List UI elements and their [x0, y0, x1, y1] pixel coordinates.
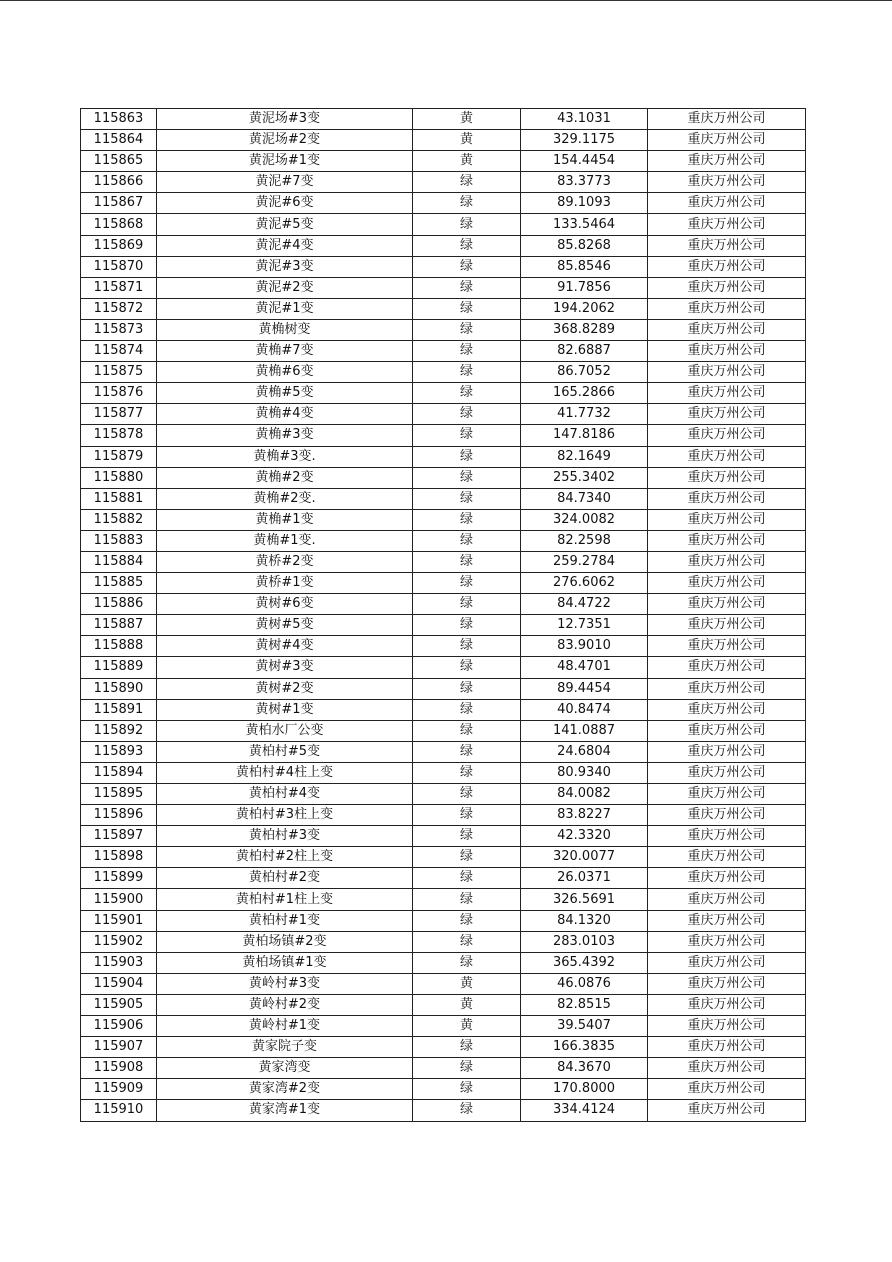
cell-id: 115899 — [81, 868, 157, 889]
cell-status-color: 绿 — [413, 636, 521, 657]
cell-status-color: 绿 — [413, 847, 521, 868]
cell-value: 85.8546 — [521, 256, 648, 277]
table-row — [81, 467, 806, 488]
cell-id: 115893 — [81, 741, 157, 762]
table-row — [81, 868, 806, 889]
cell-transformer-name: 黄桷#2变 — [157, 467, 413, 488]
cell-company: 重庆万州公司 — [648, 404, 806, 425]
cell-status-color: 绿 — [413, 446, 521, 467]
cell-transformer-name: 黄柏村#2柱上变 — [157, 847, 413, 868]
cell-transformer-name: 黄家湾#1变 — [157, 1100, 413, 1121]
cell-transformer-name: 黄柏村#4柱上变 — [157, 762, 413, 783]
cell-status-color: 绿 — [413, 530, 521, 551]
cell-value: 326.5691 — [521, 889, 648, 910]
cell-id: 115887 — [81, 615, 157, 636]
cell-id: 115889 — [81, 657, 157, 678]
cell-id: 115890 — [81, 678, 157, 699]
cell-company: 重庆万州公司 — [648, 551, 806, 572]
cell-value: 84.7340 — [521, 488, 648, 509]
cell-company: 重庆万州公司 — [648, 741, 806, 762]
cell-id: 115900 — [81, 889, 157, 910]
cell-value: 82.6887 — [521, 341, 648, 362]
table-row — [81, 784, 806, 805]
cell-company: 重庆万州公司 — [648, 762, 806, 783]
cell-status-color: 绿 — [413, 488, 521, 509]
cell-id: 115894 — [81, 762, 157, 783]
table-row — [81, 404, 806, 425]
cell-value: 166.3835 — [521, 1037, 648, 1058]
cell-value: 334.4124 — [521, 1100, 648, 1121]
cell-status-color: 绿 — [413, 615, 521, 636]
table-row — [81, 994, 806, 1015]
cell-transformer-name: 黄树#5变 — [157, 615, 413, 636]
cell-value: 46.0876 — [521, 973, 648, 994]
cell-status-color: 黄 — [413, 130, 521, 151]
cell-id: 115892 — [81, 720, 157, 741]
cell-status-color: 绿 — [413, 467, 521, 488]
cell-transformer-name: 黄树#6变 — [157, 594, 413, 615]
table-row — [81, 615, 806, 636]
cell-transformer-name: 黄泥#3变 — [157, 256, 413, 277]
cell-transformer-name: 黄柏村#2变 — [157, 868, 413, 889]
table-row — [81, 1079, 806, 1100]
table-body — [81, 109, 806, 1122]
cell-status-color: 绿 — [413, 319, 521, 340]
cell-transformer-name: 黄桷#1变 — [157, 509, 413, 530]
cell-transformer-name: 黄柏场镇#1变 — [157, 952, 413, 973]
cell-status-color: 绿 — [413, 805, 521, 826]
cell-value: 133.5464 — [521, 214, 648, 235]
cell-status-color: 绿 — [413, 383, 521, 404]
cell-id: 115885 — [81, 573, 157, 594]
cell-company: 重庆万州公司 — [648, 1100, 806, 1121]
table-row — [81, 699, 806, 720]
cell-company: 重庆万州公司 — [648, 973, 806, 994]
cell-company: 重庆万州公司 — [648, 446, 806, 467]
cell-status-color: 黄 — [413, 994, 521, 1015]
cell-status-color: 绿 — [413, 931, 521, 952]
cell-value: 259.2784 — [521, 551, 648, 572]
table-row — [81, 889, 806, 910]
cell-transformer-name: 黄泥#6变 — [157, 193, 413, 214]
cell-company: 重庆万州公司 — [648, 594, 806, 615]
cell-company: 重庆万州公司 — [648, 172, 806, 193]
table-row — [81, 678, 806, 699]
cell-status-color: 绿 — [413, 1100, 521, 1121]
cell-value: 82.2598 — [521, 530, 648, 551]
cell-transformer-name: 黄柏村#1柱上变 — [157, 889, 413, 910]
table-row — [81, 657, 806, 678]
cell-transformer-name: 黄柏村#4变 — [157, 784, 413, 805]
cell-id: 115866 — [81, 172, 157, 193]
cell-id: 115906 — [81, 1016, 157, 1037]
cell-company: 重庆万州公司 — [648, 1058, 806, 1079]
cell-id: 115898 — [81, 847, 157, 868]
table-row — [81, 130, 806, 151]
cell-transformer-name: 黄桷#6变 — [157, 362, 413, 383]
cell-company: 重庆万州公司 — [648, 341, 806, 362]
table-row — [81, 214, 806, 235]
table-row — [81, 1037, 806, 1058]
table-row — [81, 1016, 806, 1037]
cell-value: 84.4722 — [521, 594, 648, 615]
cell-transformer-name: 黄柏村#3柱上变 — [157, 805, 413, 826]
cell-transformer-name: 黄岭村#3变 — [157, 973, 413, 994]
cell-id: 115881 — [81, 488, 157, 509]
cell-value: 91.7856 — [521, 277, 648, 298]
cell-status-color: 绿 — [413, 952, 521, 973]
cell-company: 重庆万州公司 — [648, 657, 806, 678]
cell-value: 165.2866 — [521, 383, 648, 404]
table-row — [81, 341, 806, 362]
table-row — [81, 446, 806, 467]
cell-company: 重庆万州公司 — [648, 889, 806, 910]
cell-transformer-name: 黄树#2变 — [157, 678, 413, 699]
cell-transformer-name: 黄泥#4变 — [157, 235, 413, 256]
cell-status-color: 绿 — [413, 551, 521, 572]
cell-value: 48.4701 — [521, 657, 648, 678]
table-row — [81, 973, 806, 994]
cell-status-color: 绿 — [413, 741, 521, 762]
cell-id: 115868 — [81, 214, 157, 235]
cell-transformer-name: 黄桷#3变. — [157, 446, 413, 467]
cell-value: 83.3773 — [521, 172, 648, 193]
table-row — [81, 277, 806, 298]
cell-id: 115904 — [81, 973, 157, 994]
cell-id: 115903 — [81, 952, 157, 973]
cell-value: 42.3320 — [521, 826, 648, 847]
cell-company: 重庆万州公司 — [648, 636, 806, 657]
cell-id: 115888 — [81, 636, 157, 657]
cell-company: 重庆万州公司 — [648, 805, 806, 826]
cell-status-color: 绿 — [413, 235, 521, 256]
cell-status-color: 绿 — [413, 784, 521, 805]
table-row — [81, 151, 806, 172]
cell-company: 重庆万州公司 — [648, 277, 806, 298]
cell-status-color: 绿 — [413, 1037, 521, 1058]
cell-value: 89.4454 — [521, 678, 648, 699]
table-row — [81, 636, 806, 657]
cell-id: 115897 — [81, 826, 157, 847]
cell-id: 115864 — [81, 130, 157, 151]
cell-company: 重庆万州公司 — [648, 910, 806, 931]
cell-id: 115907 — [81, 1037, 157, 1058]
table-row — [81, 1100, 806, 1121]
cell-status-color: 绿 — [413, 910, 521, 931]
cell-id: 115905 — [81, 994, 157, 1015]
cell-transformer-name: 黄树#3变 — [157, 657, 413, 678]
cell-value: 255.3402 — [521, 467, 648, 488]
cell-transformer-name: 黄桷#4变 — [157, 404, 413, 425]
cell-value: 40.8474 — [521, 699, 648, 720]
table-row — [81, 762, 806, 783]
cell-value: 141.0887 — [521, 720, 648, 741]
cell-value: 12.7351 — [521, 615, 648, 636]
cell-transformer-name: 黄岭村#2变 — [157, 994, 413, 1015]
cell-company: 重庆万州公司 — [648, 678, 806, 699]
cell-company: 重庆万州公司 — [648, 214, 806, 235]
cell-id: 115879 — [81, 446, 157, 467]
cell-id: 115895 — [81, 784, 157, 805]
cell-status-color: 绿 — [413, 678, 521, 699]
cell-id: 115873 — [81, 319, 157, 340]
cell-transformer-name: 黄柏水厂公变 — [157, 720, 413, 741]
table-row — [81, 573, 806, 594]
cell-transformer-name: 黄家湾变 — [157, 1058, 413, 1079]
table-row — [81, 741, 806, 762]
cell-value: 194.2062 — [521, 298, 648, 319]
cell-value: 85.8268 — [521, 235, 648, 256]
cell-value: 368.8289 — [521, 319, 648, 340]
cell-value: 154.4454 — [521, 151, 648, 172]
cell-status-color: 绿 — [413, 256, 521, 277]
cell-id: 115867 — [81, 193, 157, 214]
cell-id: 115880 — [81, 467, 157, 488]
table-row — [81, 847, 806, 868]
cell-value: 365.4392 — [521, 952, 648, 973]
cell-transformer-name: 黄桥#1变 — [157, 573, 413, 594]
cell-company: 重庆万州公司 — [648, 847, 806, 868]
cell-status-color: 绿 — [413, 277, 521, 298]
cell-transformer-name: 黄泥#5变 — [157, 214, 413, 235]
cell-id: 115865 — [81, 151, 157, 172]
table-row — [81, 509, 806, 530]
cell-id: 115901 — [81, 910, 157, 931]
cell-value: 82.8515 — [521, 994, 648, 1015]
cell-value: 329.1175 — [521, 130, 648, 151]
cell-transformer-name: 黄桷#7变 — [157, 341, 413, 362]
cell-id: 115872 — [81, 298, 157, 319]
cell-status-color: 黄 — [413, 1016, 521, 1037]
cell-company: 重庆万州公司 — [648, 109, 806, 130]
cell-id: 115863 — [81, 109, 157, 130]
cell-id: 115883 — [81, 530, 157, 551]
table-row — [81, 383, 806, 404]
table-row — [81, 530, 806, 551]
table-row — [81, 1058, 806, 1079]
cell-company: 重庆万州公司 — [648, 931, 806, 952]
cell-transformer-name: 黄柏村#3变 — [157, 826, 413, 847]
cell-status-color: 绿 — [413, 172, 521, 193]
table-row — [81, 952, 806, 973]
cell-company: 重庆万州公司 — [648, 298, 806, 319]
cell-id: 115869 — [81, 235, 157, 256]
cell-status-color: 绿 — [413, 826, 521, 847]
transformer-table — [80, 108, 806, 1122]
cell-value: 147.8186 — [521, 425, 648, 446]
cell-value: 89.1093 — [521, 193, 648, 214]
cell-id: 115886 — [81, 594, 157, 615]
cell-value: 170.8000 — [521, 1079, 648, 1100]
table-row — [81, 319, 806, 340]
cell-id: 115876 — [81, 383, 157, 404]
cell-id: 115882 — [81, 509, 157, 530]
cell-id: 115910 — [81, 1100, 157, 1121]
table-row — [81, 910, 806, 931]
cell-transformer-name: 黄泥#1变 — [157, 298, 413, 319]
cell-id: 115874 — [81, 341, 157, 362]
cell-value: 320.0077 — [521, 847, 648, 868]
cell-company: 重庆万州公司 — [648, 193, 806, 214]
cell-status-color: 绿 — [413, 193, 521, 214]
cell-company: 重庆万州公司 — [648, 952, 806, 973]
cell-id: 115871 — [81, 277, 157, 298]
cell-transformer-name: 黄岭村#1变 — [157, 1016, 413, 1037]
cell-company: 重庆万州公司 — [648, 615, 806, 636]
cell-transformer-name: 黄泥#2变 — [157, 277, 413, 298]
cell-id: 115870 — [81, 256, 157, 277]
cell-value: 84.0082 — [521, 784, 648, 805]
table-row — [81, 109, 806, 130]
cell-value: 324.0082 — [521, 509, 648, 530]
cell-company: 重庆万州公司 — [648, 699, 806, 720]
cell-status-color: 绿 — [413, 1058, 521, 1079]
cell-id: 115908 — [81, 1058, 157, 1079]
cell-value: 39.5407 — [521, 1016, 648, 1037]
table-row — [81, 172, 806, 193]
cell-status-color: 绿 — [413, 298, 521, 319]
cell-transformer-name: 黄泥场#2变 — [157, 130, 413, 151]
cell-status-color: 绿 — [413, 341, 521, 362]
table-row — [81, 235, 806, 256]
cell-status-color: 绿 — [413, 594, 521, 615]
cell-status-color: 绿 — [413, 657, 521, 678]
cell-id: 115875 — [81, 362, 157, 383]
table-row — [81, 298, 806, 319]
cell-company: 重庆万州公司 — [648, 784, 806, 805]
cell-value: 43.1031 — [521, 109, 648, 130]
cell-company: 重庆万州公司 — [648, 1079, 806, 1100]
cell-value: 41.7732 — [521, 404, 648, 425]
table-row — [81, 256, 806, 277]
cell-transformer-name: 黄柏村#5变 — [157, 741, 413, 762]
cell-status-color: 绿 — [413, 214, 521, 235]
cell-transformer-name: 黄家院子变 — [157, 1037, 413, 1058]
cell-company: 重庆万州公司 — [648, 1016, 806, 1037]
cell-status-color: 黄 — [413, 973, 521, 994]
table-row — [81, 720, 806, 741]
cell-transformer-name: 黄桷#5变 — [157, 383, 413, 404]
cell-transformer-name: 黄树#1变 — [157, 699, 413, 720]
cell-value: 83.9010 — [521, 636, 648, 657]
cell-company: 重庆万州公司 — [648, 235, 806, 256]
cell-transformer-name: 黄桷#2变. — [157, 488, 413, 509]
table-row — [81, 425, 806, 446]
cell-status-color: 绿 — [413, 404, 521, 425]
table-row — [81, 594, 806, 615]
cell-value: 24.6804 — [521, 741, 648, 762]
cell-status-color: 绿 — [413, 573, 521, 594]
cell-company: 重庆万州公司 — [648, 509, 806, 530]
cell-status-color: 黄 — [413, 151, 521, 172]
table-row — [81, 805, 806, 826]
cell-value: 26.0371 — [521, 868, 648, 889]
cell-company: 重庆万州公司 — [648, 868, 806, 889]
cell-transformer-name: 黄桷#1变. — [157, 530, 413, 551]
cell-value: 83.8227 — [521, 805, 648, 826]
cell-id: 115877 — [81, 404, 157, 425]
table-row — [81, 551, 806, 572]
cell-transformer-name: 黄泥#7变 — [157, 172, 413, 193]
cell-company: 重庆万州公司 — [648, 994, 806, 1015]
cell-status-color: 黄 — [413, 109, 521, 130]
table-row — [81, 488, 806, 509]
cell-company: 重庆万州公司 — [648, 151, 806, 172]
cell-value: 276.6062 — [521, 573, 648, 594]
page-top-border — [0, 0, 892, 1]
cell-company: 重庆万州公司 — [648, 256, 806, 277]
cell-status-color: 绿 — [413, 868, 521, 889]
cell-company: 重庆万州公司 — [648, 1037, 806, 1058]
cell-transformer-name: 黄桷树变 — [157, 319, 413, 340]
cell-status-color: 绿 — [413, 762, 521, 783]
cell-id: 115878 — [81, 425, 157, 446]
table-row — [81, 362, 806, 383]
cell-status-color: 绿 — [413, 1079, 521, 1100]
cell-transformer-name: 黄泥场#3变 — [157, 109, 413, 130]
cell-company: 重庆万州公司 — [648, 467, 806, 488]
cell-id: 115909 — [81, 1079, 157, 1100]
cell-value: 84.3670 — [521, 1058, 648, 1079]
cell-status-color: 绿 — [413, 720, 521, 741]
table-row — [81, 193, 806, 214]
table-row — [81, 826, 806, 847]
cell-status-color: 绿 — [413, 889, 521, 910]
cell-transformer-name: 黄桥#2变 — [157, 551, 413, 572]
cell-company: 重庆万州公司 — [648, 383, 806, 404]
cell-company: 重庆万州公司 — [648, 130, 806, 151]
cell-company: 重庆万州公司 — [648, 425, 806, 446]
cell-status-color: 绿 — [413, 425, 521, 446]
cell-company: 重庆万州公司 — [648, 488, 806, 509]
cell-company: 重庆万州公司 — [648, 573, 806, 594]
cell-transformer-name: 黄家湾#2变 — [157, 1079, 413, 1100]
cell-company: 重庆万州公司 — [648, 720, 806, 741]
cell-value: 80.9340 — [521, 762, 648, 783]
cell-transformer-name: 黄柏场镇#2变 — [157, 931, 413, 952]
cell-status-color: 绿 — [413, 509, 521, 530]
table-row — [81, 931, 806, 952]
cell-company: 重庆万州公司 — [648, 826, 806, 847]
cell-id: 115902 — [81, 931, 157, 952]
cell-transformer-name: 黄桷#3变 — [157, 425, 413, 446]
cell-id: 115891 — [81, 699, 157, 720]
cell-status-color: 绿 — [413, 699, 521, 720]
cell-value: 86.7052 — [521, 362, 648, 383]
cell-company: 重庆万州公司 — [648, 530, 806, 551]
cell-company: 重庆万州公司 — [648, 319, 806, 340]
cell-transformer-name: 黄树#4变 — [157, 636, 413, 657]
cell-value: 84.1320 — [521, 910, 648, 931]
cell-company: 重庆万州公司 — [648, 362, 806, 383]
cell-id: 115896 — [81, 805, 157, 826]
cell-value: 283.0103 — [521, 931, 648, 952]
cell-id: 115884 — [81, 551, 157, 572]
cell-status-color: 绿 — [413, 362, 521, 383]
cell-transformer-name: 黄柏村#1变 — [157, 910, 413, 931]
cell-value: 82.1649 — [521, 446, 648, 467]
cell-transformer-name: 黄泥场#1变 — [157, 151, 413, 172]
